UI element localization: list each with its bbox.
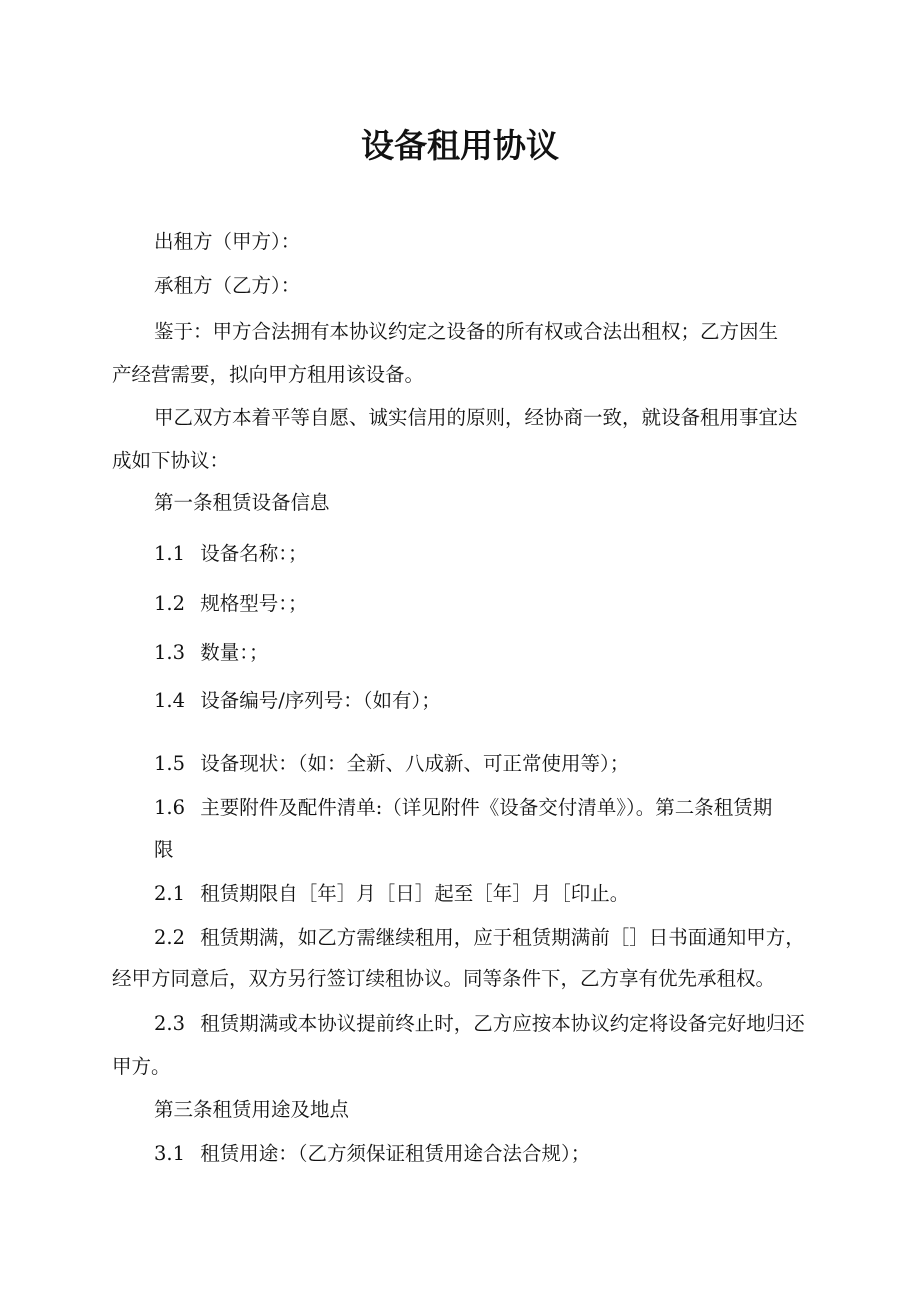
clause-1-6-continued: 限 bbox=[154, 838, 174, 861]
clause-number: 1.2 bbox=[154, 592, 186, 615]
clause-number: 1.6 bbox=[154, 796, 186, 819]
clause-1-5 bbox=[112, 744, 810, 784]
clause-text: 设备现状：（如：全新、八成新、可正常使用等）； bbox=[200, 752, 630, 775]
clause-number: 2.1 bbox=[154, 882, 186, 905]
agreement-line-2: 成如下协议： bbox=[112, 449, 230, 472]
clause-text: 设备名称：； bbox=[200, 542, 308, 565]
lessor-line: 出租方（甲方）： bbox=[154, 230, 301, 253]
clause-number: 2.2 bbox=[154, 926, 186, 949]
clause-3-1 bbox=[112, 1134, 810, 1174]
clause-2-3-continued: 甲方。 bbox=[112, 1055, 171, 1078]
whereas-line-1: 鉴于：甲方合法拥有本协议约定之设备的所有权或合法出租权；乙方因生 bbox=[154, 320, 779, 343]
clause-1-2 bbox=[112, 584, 810, 624]
clause-text: 租赁用途：（乙方须保证租赁用途合法合规）； bbox=[200, 1142, 591, 1165]
clause-text: 租赁期限自［年］月［日］起至［年］月［印止。 bbox=[200, 882, 630, 905]
clause-1-4 bbox=[112, 681, 810, 721]
clause-number: 1.5 bbox=[154, 752, 186, 775]
clause-text: 规格型号：； bbox=[200, 592, 308, 615]
clause-1-3 bbox=[112, 633, 810, 673]
clause-text: 租赁期满或本协议提前终止时，乙方应按本协议约定将设备完好地归还 bbox=[200, 1012, 805, 1035]
article-3-heading: 第三条租赁用途及地点 bbox=[154, 1098, 350, 1121]
clause-text: 租赁期满，如乙方需继续租用，应于租赁期满前［］日书面通知甲方， bbox=[200, 926, 805, 949]
document-title: 设备租用协议 bbox=[361, 126, 559, 165]
clause-text: 设备编号/序列号：（如有）； bbox=[200, 689, 441, 712]
clause-number: 2.3 bbox=[154, 1012, 186, 1035]
clause-text: 数量：； bbox=[200, 641, 269, 664]
clause-number: 3.1 bbox=[154, 1142, 186, 1165]
clause-2-2-continued: 经甲方同意后，双方另行签订续租协议。同等条件下，乙方享有优先承租权。 bbox=[112, 967, 776, 990]
clause-1-6 bbox=[112, 788, 810, 828]
clause-number: 1.3 bbox=[154, 641, 186, 664]
clause-number: 1.4 bbox=[154, 689, 186, 712]
clause-2-2 bbox=[112, 918, 810, 958]
whereas-line-2: 产经营需要，拟向甲方租用该设备。 bbox=[112, 363, 425, 386]
agreement-line-1: 甲乙双方本着平等自愿、诚实信用的原则，经协商一致，就设备租用事宜达 bbox=[154, 406, 798, 429]
article-1-heading: 第一条租赁设备信息 bbox=[154, 491, 330, 514]
clause-number: 1.1 bbox=[154, 542, 186, 565]
clause-text: 主要附件及配件清单:（详见附件《设备交付清单》）。第二条租赁期 bbox=[200, 796, 773, 819]
clause-2-1 bbox=[112, 874, 810, 914]
clause-2-3 bbox=[112, 1004, 810, 1044]
lessee-line: 承租方（乙方）： bbox=[154, 274, 301, 297]
clause-1-1 bbox=[112, 534, 810, 574]
